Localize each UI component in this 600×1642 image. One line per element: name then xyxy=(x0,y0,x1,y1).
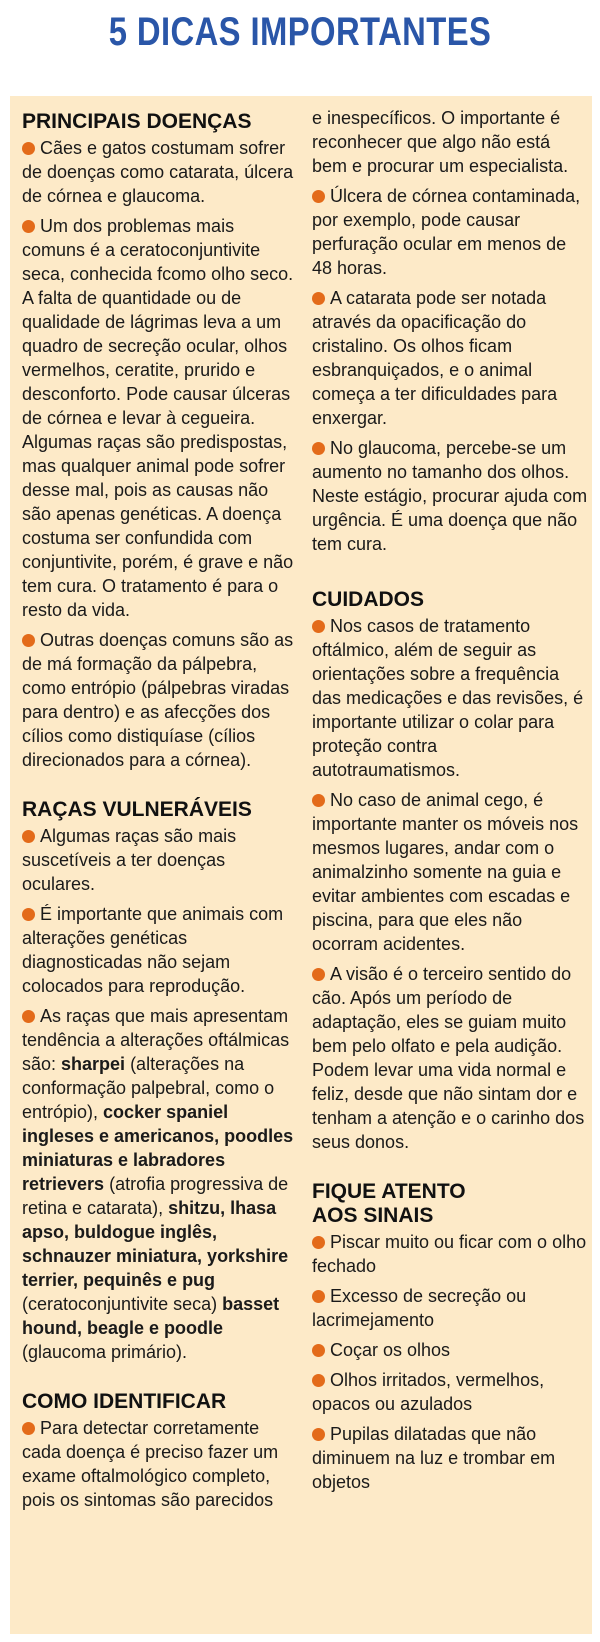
bullet-icon xyxy=(312,292,325,305)
bullet-icon xyxy=(312,1290,325,1303)
section-heading: RAÇAS VULNERÁVEIS xyxy=(22,798,252,821)
bullet-icon xyxy=(22,908,35,921)
list-item: A catarata pode ser notada através da opacificação do cristalino. Os olhos ficam esbranquiçados, e o animal começa a ter dificuldades para enxergar. xyxy=(312,288,558,428)
bullet-icon xyxy=(22,1010,35,1023)
list-item: Um dos problemas mais comuns é a ceratoconjuntivite seca, conhecida fcomo olho seco. A falta de quantidade ou de qualidade de lágrimas leva a um quadro de secreção ocular, olhos vermelhos, ceratite, prurido e desconforto. Pode causar úlceras de córnea e levar à cegueira. Algumas raças são predispostas, mas qualquer animal pode sofrer desse mal, pois as causas não são apenas genéticas. A doença costuma ser confundida com conjuntivite, porém, é grave e não tem cura. O tratamento é para o resto da vida. xyxy=(22,216,294,620)
list-item: Coçar os olhos xyxy=(312,1338,588,1362)
bullet-icon xyxy=(312,190,325,203)
bullet-icon xyxy=(22,634,35,647)
list-item: Nos casos de tratamento oftálmico, além de seguir as orientações sobre a frequência das medicações e das revisões, é importante utilizar o colar para proteção contra autotraumatismos. xyxy=(312,616,584,780)
list-item: A visão é o terceiro sentido do cão. Após um período de adaptação, eles se guiam muito bem pelo olfato e pela audição. Podem levar uma vida normal e feliz, desde que não sintam dor e tenham a atenção e o carinho dos seus donos. xyxy=(312,964,585,1152)
bullet-icon xyxy=(312,968,325,981)
list-item: Pupilas dilatadas que não diminuem na luz e trombar em objetos xyxy=(312,1424,556,1492)
section-fique-atento xyxy=(312,1180,588,1494)
list-item: Úlcera de córnea contaminada, por exemplo, pode causar perfuração ocular em menos de 48 horas. xyxy=(312,186,581,278)
bullet-icon xyxy=(312,620,325,633)
list-item: Olhos irritados, vermelhos, opacos ou azulados xyxy=(312,1370,545,1414)
list-item: Outras doenças comuns são as de má formação da pálpebra, como entrópio (pálpebras viradas para dentro) e as afecções dos cílios como distiquíase (cílios direcionados para a córnea). xyxy=(22,630,294,770)
bullet-icon xyxy=(22,142,35,155)
bullet-icon xyxy=(312,1344,325,1357)
page-title: 5 DICAS IMPORTANTES xyxy=(108,10,492,54)
bullet-icon xyxy=(22,220,35,233)
list-item: No caso de animal cego, é importante manter os móveis nos mesmos lugares, andar com o animalzinho somente na guia e evitar ambientes com escadas e piscina, para que eles não ocorram acidentes. xyxy=(312,790,579,954)
bullet-icon xyxy=(312,794,325,807)
list-item: É importante que animais com alterações genéticas diagnosticadas não sejam colocados para reprodução. xyxy=(22,904,284,996)
bullet-icon xyxy=(22,830,35,843)
left-column xyxy=(22,110,298,1538)
list-item: No glaucoma, percebe-se um aumento no tamanho dos olhos. Neste estágio, procurar ajuda com urgência. É uma doença que não tem cura. xyxy=(312,438,588,554)
list-item: Excesso de secreção ou lacrimejamento xyxy=(312,1286,527,1330)
list-item: Para detectar corretamente cada doença é preciso fazer um exame oftalmológico completo, pois os sintomas são parecidos xyxy=(22,1418,279,1510)
bullet-icon xyxy=(312,1374,325,1387)
right-column xyxy=(312,106,588,1520)
section-heading: FIQUE ATENTO AOS SINAIS xyxy=(312,1180,466,1227)
list-item: Algumas raças são mais suscetíveis a ter doenças oculares. xyxy=(22,826,237,894)
breed-names: basset hound, beagle e poodle xyxy=(22,1294,280,1338)
section-heading: PRINCIPAIS DOENÇAS xyxy=(22,110,252,133)
bullet-icon xyxy=(312,442,325,455)
tips-panel xyxy=(10,96,592,1634)
section-heading: COMO IDENTIFICAR xyxy=(22,1390,227,1413)
list-item-breeds: As raças que mais apresentam tendência a alterações oftálmicas são: sharpei (alterações na conformação palpebral, como o entrópio), cocker spaniel ingleses e americanos, poodles miniaturas e labradores retrievers (atrofia progressiva de retina e catarata), shitzu, lhasa apso, buldogue inglês, schnauzer miniatura, yorkshire terrier, pequinês e pug (ceratoconjuntivite seca) basset hound, beagle e poodle (glaucoma primário). xyxy=(22,1006,294,1362)
breed-names: sharpei xyxy=(61,1054,126,1074)
section-cuidados xyxy=(312,588,588,1154)
bullet-icon xyxy=(312,1428,325,1441)
section-heading: CUIDADOS xyxy=(312,588,425,611)
section-principais-doencas xyxy=(22,110,298,772)
breed-names: shitzu, lhasa apso, buldogue inglês, schnauzer miniatura, yorkshire terrier, pequinês e pug xyxy=(22,1198,289,1290)
section-racas-vulneraveis xyxy=(22,798,298,1364)
list-item: Piscar muito ou ficar com o olho fechado xyxy=(312,1232,587,1276)
list-item-continued: e inespecíficos. O importante é reconhecer que algo não está bem e procurar um especialista. xyxy=(312,108,569,176)
section-como-identificar xyxy=(22,1390,298,1512)
bullet-icon xyxy=(22,1422,35,1435)
breed-names: cocker spaniel ingleses e americanos, poodles miniaturas e labradores retrievers xyxy=(22,1102,294,1194)
list-item: Cães e gatos costumam sofrer de doenças como catarata, úlcera de córnea e glaucoma. xyxy=(22,138,294,206)
bullet-icon xyxy=(312,1236,325,1249)
